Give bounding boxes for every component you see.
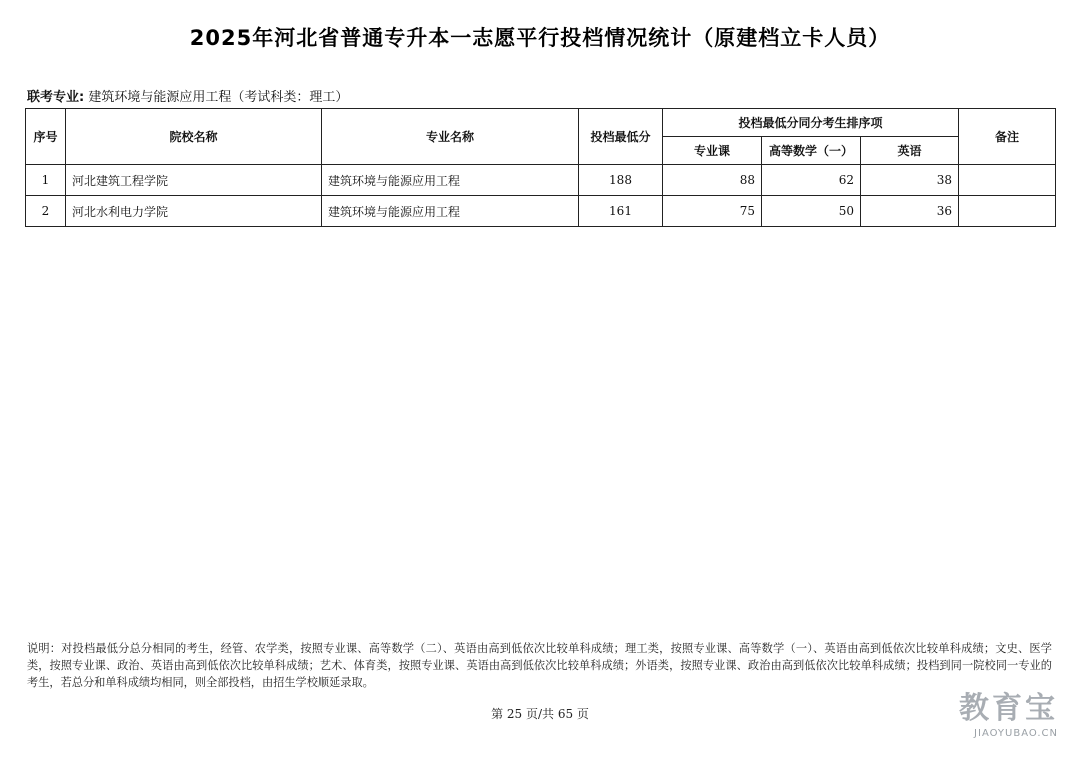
table-row — [26, 196, 1056, 227]
header-english: 英语 — [861, 137, 959, 165]
watermark-logo: 教育宝 — [959, 691, 1058, 726]
cell-english: 36 — [861, 196, 959, 227]
document-title: 2025年河北省普通专升本一志愿平行投档情况统计（原建档立卡人员） — [189, 26, 891, 50]
cell-school: 河北水利电力学院 — [66, 196, 322, 227]
cell-seq: 1 — [26, 165, 66, 196]
header-tie-group: 投档最低分同分考生排序项 — [663, 109, 959, 137]
watermark — [959, 690, 1058, 739]
cell-school: 河北建筑工程学院 — [66, 165, 322, 196]
cell-math: 50 — [762, 196, 861, 227]
cell-remark — [959, 165, 1056, 196]
cell-min-score: 161 — [579, 196, 663, 227]
footnote: 说明：对投档最低分总分相同的考生，经管、农学类，按照专业课、高等数学（二）、英语由高到低依次比较单科成绩；理工类，按照专业课、高等数学（一）、英语由高到低依次比较单科成绩；文史、医学类，按照专业课、政治、英语由高到低依次比较单科成绩；艺术、体育类，按照专业课、英语由高到低依次比较单科成绩；外语类，按照专业课、政治由高到低依次比较单科成绩；投档到同一院校同一专业的考生，若总分和单科成绩均相同，则全部投档，由招生学校顺延录取。 — [27, 642, 1052, 689]
header-remark: 备注 — [959, 109, 1056, 165]
cell-seq: 2 — [26, 196, 66, 227]
admission-table — [25, 108, 1056, 227]
header-major: 专业名称 — [322, 109, 579, 165]
header-math: 高等数学（一） — [762, 137, 861, 165]
cell-english: 38 — [861, 165, 959, 196]
cell-major: 建筑环境与能源应用工程 — [322, 165, 579, 196]
cell-remark — [959, 196, 1056, 227]
cell-professional: 75 — [663, 196, 762, 227]
major-line — [27, 86, 348, 105]
major-value: 建筑环境与能源应用工程（考试科类：理工） — [88, 90, 349, 105]
header-seq: 序号 — [26, 109, 66, 165]
cell-major: 建筑环境与能源应用工程 — [322, 196, 579, 227]
page-number: 第 25 页/共 65 页 — [491, 707, 589, 721]
cell-min-score: 188 — [579, 165, 663, 196]
cell-math: 62 — [762, 165, 861, 196]
header-school: 院校名称 — [66, 109, 322, 165]
table-row — [26, 165, 1056, 196]
header-min-score: 投档最低分 — [579, 109, 663, 165]
header-professional: 专业课 — [663, 137, 762, 165]
cell-professional: 88 — [663, 165, 762, 196]
watermark-url: JIAOYUBAO.CN — [974, 728, 1058, 739]
major-label: 联考专业: — [27, 90, 85, 105]
